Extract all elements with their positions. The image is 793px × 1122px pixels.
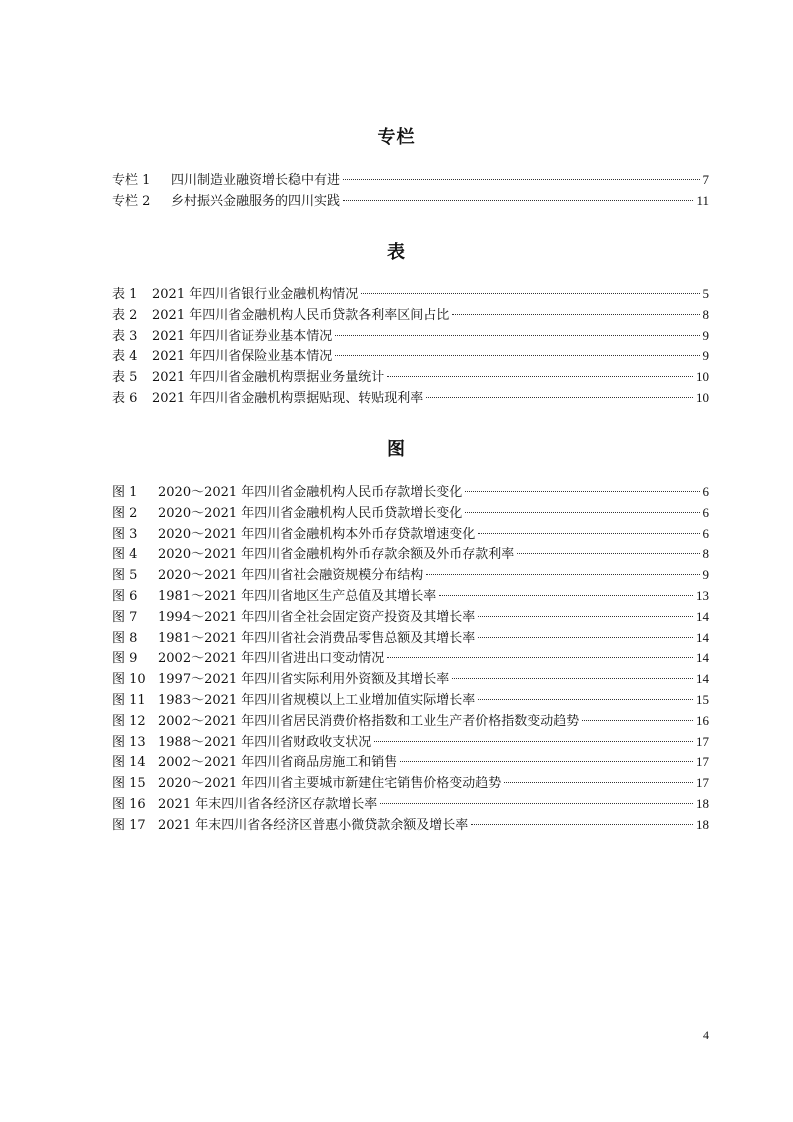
toc-leader-dots <box>380 803 693 804</box>
toc-leader-dots <box>343 179 699 180</box>
toc-entry-label: 图 2 <box>112 505 138 521</box>
toc-entry-page: 18 <box>696 816 709 832</box>
toc-entry-page: 11 <box>696 192 709 208</box>
toc-entry-page: 9 <box>702 567 709 583</box>
toc-entry-page: 8 <box>702 306 709 322</box>
figures-heading: 图 <box>387 439 406 460</box>
toc-entry-label: 图 10 <box>112 672 146 688</box>
toc-entry[interactable] <box>112 690 709 711</box>
toc-entry-text: 2021 年末四川省各经济区存款增长率 <box>158 796 378 812</box>
toc-entry[interactable] <box>112 367 709 388</box>
toc-entry-page: 10 <box>696 389 709 405</box>
toc-entry-text: 1981～2021 年四川省地区生产总值及其增长率 <box>158 588 437 604</box>
toc-leader-dots <box>471 824 693 825</box>
toc-entry[interactable] <box>112 752 709 773</box>
toc-leader-dots <box>343 200 693 201</box>
toc-entry-text: 2021 年末四川省各经济区普惠小微贷款余额及增长率 <box>158 817 469 833</box>
toc-leader-dots <box>478 616 693 617</box>
toc-entry-label: 图 13 <box>112 734 146 750</box>
toc-leader-dots <box>465 491 699 492</box>
toc-entry-page: 8 <box>702 546 709 562</box>
toc-entry[interactable] <box>112 503 709 524</box>
toc-entry-text: 2002～2021 年四川省商品房施工和销售 <box>158 755 398 771</box>
toc-entry-text: 2002～2021 年四川省居民消费价格指数和工业生产者价格指数变动趋势 <box>158 713 580 729</box>
toc-entry-label: 图 7 <box>112 609 138 625</box>
toc-entry-label: 图 8 <box>112 630 138 646</box>
toc-entry-label: 表 5 <box>112 370 138 386</box>
toc-entry-label: 图 5 <box>112 568 138 584</box>
toc-leader-dots <box>452 314 699 315</box>
toc-entry-page: 17 <box>696 754 709 770</box>
toc-entry-page: 6 <box>702 484 709 499</box>
figures-section <box>0 438 793 462</box>
toc-entry-text: 2021 年四川省银行业金融机构情况 <box>152 287 359 302</box>
toc-entry-page: 17 <box>696 733 709 749</box>
toc-entry[interactable] <box>112 346 709 367</box>
toc-leader-dots <box>361 293 699 294</box>
toc-entry-text: 1994～2021 年四川省全社会固定资产投资及其增长率 <box>158 609 476 625</box>
toc-leader-dots <box>374 741 693 742</box>
toc-leader-dots <box>465 512 699 513</box>
toc-entry-page: 13 <box>696 587 709 603</box>
toc-entry-text: 2021 年四川省金融机构人民币贷款各利率区间占比 <box>152 307 450 323</box>
toc-entry-text: 四川制造业融资增长稳中有进 <box>171 173 341 188</box>
toc-entry-label: 图 12 <box>112 713 146 729</box>
toc-entry-label: 图 11 <box>112 692 146 708</box>
toc-entry[interactable] <box>112 524 709 545</box>
toc-entry[interactable] <box>112 648 709 669</box>
toc-entry-page: 9 <box>702 327 709 343</box>
toc-entry[interactable] <box>112 191 709 212</box>
toc-entry-page: 14 <box>696 650 709 666</box>
toc-leader-dots <box>387 376 693 377</box>
toc-entry-page: 17 <box>696 775 709 791</box>
columns-section <box>0 126 793 150</box>
toc-entry[interactable] <box>112 628 709 649</box>
toc-entry-page: 18 <box>696 795 709 811</box>
toc-entry-text: 乡村振兴金融服务的四川实践 <box>171 193 341 209</box>
toc-leader-dots <box>335 355 699 356</box>
toc-entry-page: 14 <box>696 671 709 687</box>
toc-entry-page: 10 <box>696 369 709 385</box>
toc-leader-dots <box>400 761 693 762</box>
toc-entry-text: 1997～2021 年四川省实际利用外资额及其增长率 <box>158 672 450 688</box>
toc-entry-text: 2021 年四川省证券业基本情况 <box>152 328 333 344</box>
toc-leader-dots <box>387 657 693 658</box>
toc-leader-dots <box>478 699 693 700</box>
toc-entry-text: 2021 年四川省保险业基本情况 <box>152 349 333 365</box>
toc-leader-dots <box>582 720 693 721</box>
toc-entry[interactable] <box>112 732 709 753</box>
toc-leader-dots <box>517 553 699 554</box>
toc-entry-label: 图 3 <box>112 526 138 542</box>
toc-entry-text: 1988～2021 年四川省财政收支状况 <box>158 734 372 750</box>
toc-entry[interactable] <box>112 607 709 628</box>
figures-toc-list <box>112 482 709 836</box>
toc-entry-label: 图 17 <box>112 817 146 833</box>
toc-entry-label: 表 4 <box>112 349 138 365</box>
toc-entry-page: 6 <box>702 504 709 520</box>
toc-entry[interactable] <box>112 170 709 191</box>
columns-heading: 专栏 <box>377 127 416 148</box>
toc-entry-label: 专栏 1 <box>112 173 151 188</box>
toc-entry-label: 专栏 2 <box>112 193 151 209</box>
toc-entry[interactable] <box>112 544 709 565</box>
tables-heading: 表 <box>387 242 406 263</box>
toc-entry[interactable] <box>112 794 709 815</box>
toc-entry-text: 2002～2021 年四川省进出口变动情况 <box>158 651 385 667</box>
toc-leader-dots <box>335 335 699 336</box>
toc-entry-text: 2020～2021 年四川省社会融资规模分布结构 <box>158 568 424 584</box>
toc-entry-text: 2021 年四川省金融机构票据业务量统计 <box>152 370 385 386</box>
toc-entry[interactable] <box>112 565 709 586</box>
toc-entry-text: 2020～2021 年四川省主要城市新建住宅销售价格变动趋势 <box>158 776 502 792</box>
toc-entry-text: 2020～2021 年四川省金融机构外币存款余额及外币存款利率 <box>158 547 515 563</box>
toc-entry[interactable] <box>112 284 709 305</box>
toc-entry-text: 1983～2021 年四川省规模以上工业增加值实际增长率 <box>158 692 476 708</box>
toc-entry-page: 7 <box>702 172 709 187</box>
toc-entry-page: 14 <box>696 629 709 645</box>
toc-leader-dots <box>439 595 693 596</box>
toc-entry-label: 图 6 <box>112 588 138 604</box>
toc-entry[interactable] <box>112 388 709 409</box>
page-number: 4 <box>703 1028 709 1042</box>
tables-section <box>0 241 793 265</box>
toc-leader-dots <box>504 782 693 783</box>
toc-entry[interactable] <box>112 586 709 607</box>
toc-entry-label: 图 4 <box>112 547 138 563</box>
toc-entry[interactable] <box>112 815 709 836</box>
tables-toc-list <box>112 284 709 409</box>
toc-entry-text: 1981～2021 年四川省社会消费品零售总额及其增长率 <box>158 630 476 646</box>
toc-entry-label: 图 16 <box>112 796 146 812</box>
toc-entry-text: 2020～2021 年四川省金融机构人民币存款增长变化 <box>158 485 463 500</box>
toc-entry-text: 2021 年四川省金融机构票据贴现、转贴现利率 <box>152 390 424 406</box>
toc-entry[interactable] <box>112 711 709 732</box>
toc-leader-dots <box>452 678 693 679</box>
toc-entry-page: 16 <box>696 712 709 728</box>
toc-entry-label: 表 6 <box>112 390 138 406</box>
toc-leader-dots <box>478 533 699 534</box>
toc-entry[interactable] <box>112 326 709 347</box>
toc-leader-dots <box>426 397 693 398</box>
toc-entry-label: 图 15 <box>112 776 146 792</box>
toc-entry-page: 9 <box>702 348 709 364</box>
toc-entry-page: 6 <box>702 525 709 541</box>
toc-entry-text: 2020～2021 年四川省金融机构人民币贷款增长变化 <box>158 505 463 521</box>
toc-entry-text: 2020～2021 年四川省金融机构本外币存贷款增速变化 <box>158 526 476 542</box>
toc-entry-label: 图 1 <box>112 485 138 500</box>
toc-entry[interactable] <box>112 482 709 503</box>
toc-entry-label: 表 1 <box>112 287 138 302</box>
toc-entry-label: 表 3 <box>112 328 138 344</box>
toc-entry[interactable] <box>112 305 709 326</box>
toc-entry-label: 表 2 <box>112 307 138 323</box>
toc-entry-page: 14 <box>696 608 709 624</box>
toc-leader-dots <box>478 637 693 638</box>
toc-leader-dots <box>426 574 699 575</box>
toc-entry-page: 15 <box>696 691 709 707</box>
toc-entry-page: 5 <box>702 286 709 301</box>
toc-entry[interactable] <box>112 669 709 690</box>
columns-toc-list <box>112 170 709 212</box>
toc-entry[interactable] <box>112 773 709 794</box>
toc-entry-label: 图 14 <box>112 755 146 771</box>
toc-entry-label: 图 9 <box>112 651 138 667</box>
